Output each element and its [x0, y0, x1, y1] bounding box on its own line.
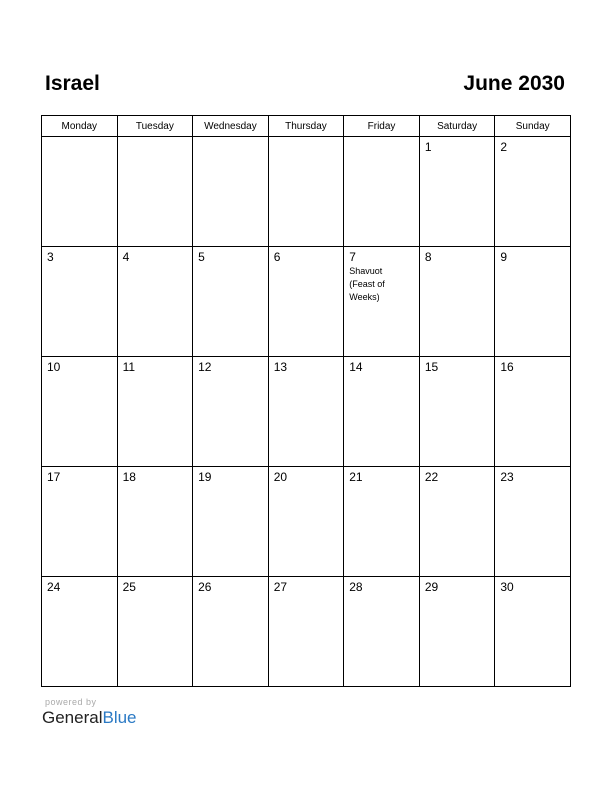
weekday-header: Thursday [268, 116, 344, 137]
day-cell [193, 467, 269, 577]
day-number [118, 137, 193, 140]
weekday-header: Wednesday [193, 116, 269, 137]
day-number [42, 137, 117, 140]
day-number: 13 [273, 360, 288, 374]
day-number: 1 [424, 140, 432, 154]
week-row [42, 577, 571, 687]
day-number: 29 [424, 580, 439, 594]
day-number: 23 [500, 470, 514, 484]
day-cell [193, 577, 269, 687]
weekday-header: Sunday [495, 116, 571, 137]
day-number: 21 [349, 470, 363, 484]
day-cell [268, 137, 344, 247]
day-number: 18 [122, 470, 136, 484]
day-number: 24 [47, 580, 61, 594]
day-number: 2 [500, 140, 508, 154]
day-cell [117, 577, 193, 687]
day-number: 5 [198, 250, 205, 264]
day-cell [117, 137, 193, 247]
weekday-header: Saturday [419, 116, 495, 137]
powered-by-label: powered by [45, 697, 97, 707]
day-number: 17 [47, 470, 61, 484]
day-number: 3 [47, 250, 54, 264]
day-number: 26 [198, 580, 212, 594]
weekday-header: Friday [344, 116, 420, 137]
weekday-header-row [42, 116, 571, 137]
day-cell [268, 577, 344, 687]
calendar-grid [41, 115, 571, 687]
country-title: Israel [45, 72, 100, 95]
day-cell [42, 357, 118, 467]
week-row [42, 467, 571, 577]
day-cell [495, 357, 571, 467]
day-number [193, 137, 268, 140]
generalblue-logo[interactable] [42, 707, 137, 729]
day-number: 14 [349, 360, 363, 374]
day-number: 25 [122, 580, 136, 594]
month-year-title: June 2030 [463, 72, 565, 95]
day-cell [344, 137, 420, 247]
day-number: 27 [273, 580, 288, 594]
day-cell [344, 577, 420, 687]
day-number: 15 [424, 360, 439, 374]
day-number: 4 [122, 250, 130, 264]
day-cell [117, 467, 193, 577]
day-cell [193, 247, 269, 357]
day-cell [268, 467, 344, 577]
day-number: 16 [500, 360, 514, 374]
weekday-header: Tuesday [117, 116, 193, 137]
day-cell [193, 137, 269, 247]
day-number: 9 [500, 250, 508, 264]
day-cell [268, 247, 344, 357]
day-cell [419, 137, 495, 247]
day-cell [495, 467, 571, 577]
day-cell [42, 577, 118, 687]
day-cell [419, 467, 495, 577]
day-number: 6 [273, 250, 281, 264]
day-cell [268, 357, 344, 467]
day-cell [419, 357, 495, 467]
day-number: 7 [349, 250, 356, 264]
day-number: 10 [47, 360, 61, 374]
day-number: 28 [349, 580, 363, 594]
day-number: 22 [424, 470, 439, 484]
day-number: 19 [198, 470, 212, 484]
day-number: 12 [198, 360, 212, 374]
week-row [42, 137, 571, 247]
week-row [42, 247, 571, 357]
brand-name-blue: Blue [102, 708, 137, 727]
holiday-label: Shavuot (Feast of Weeks) [349, 266, 385, 302]
day-cell [42, 467, 118, 577]
day-cell [419, 247, 495, 357]
day-number: 11 [122, 360, 136, 374]
day-number: 30 [500, 580, 514, 594]
day-cell [495, 137, 571, 247]
day-cell [117, 247, 193, 357]
brand-name-general: General [42, 708, 103, 727]
day-number: 20 [273, 470, 288, 484]
day-cell [419, 577, 495, 687]
day-cell [42, 247, 118, 357]
day-number [344, 137, 419, 140]
day-cell [495, 247, 571, 357]
day-cell [344, 357, 420, 467]
day-number [269, 137, 344, 140]
day-cell [344, 247, 420, 357]
day-cell [117, 357, 193, 467]
weekday-header: Monday [42, 116, 118, 137]
week-row [42, 357, 571, 467]
day-cell [344, 467, 420, 577]
day-number: 8 [424, 250, 432, 264]
day-cell [495, 577, 571, 687]
day-cell [193, 357, 269, 467]
day-cell [42, 137, 118, 247]
